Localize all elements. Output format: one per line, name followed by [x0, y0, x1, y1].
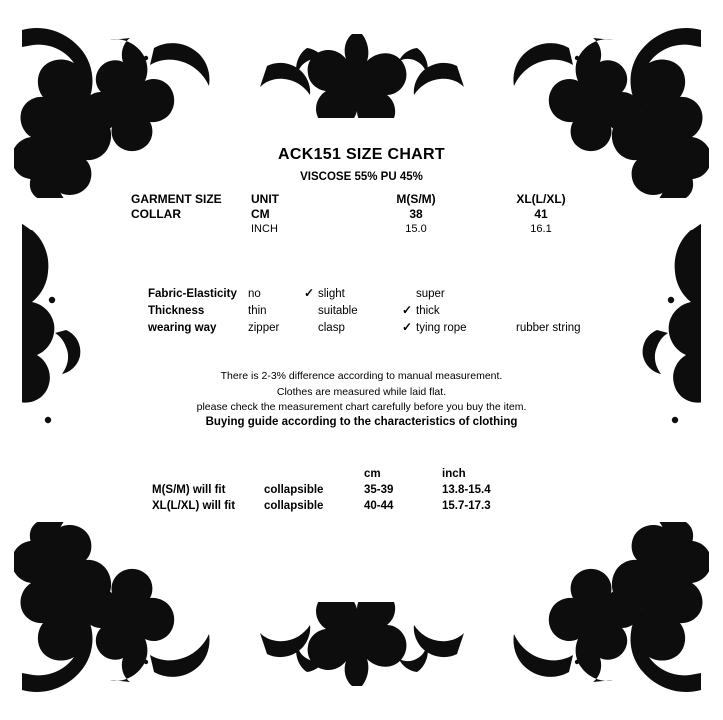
option-clasp[interactable]: clasp [318, 322, 345, 334]
check-icon: ✓ [304, 286, 315, 300]
table-row [152, 482, 552, 498]
characteristic-row-wearing-way [148, 320, 581, 337]
note-line: Clothes are measured while laid flat. [276, 385, 447, 398]
note-line: There is 2-3% difference according to manual measurement. [220, 370, 503, 382]
row-label-empty [131, 222, 251, 237]
option-no[interactable]: no [248, 288, 261, 300]
fit-header-inch: inch [442, 468, 466, 480]
header-size-m: M(S/M) [396, 192, 436, 206]
option-zipper[interactable]: zipper [248, 322, 280, 334]
characteristic-row-thickness [148, 303, 578, 320]
option-super[interactable]: super [416, 288, 445, 300]
option-slight[interactable]: slight [318, 288, 345, 300]
option-rubber-string[interactable]: rubber string [516, 322, 581, 334]
fit-size-m: M(S/M) will fit [152, 484, 226, 496]
option-suitable[interactable]: suitable [318, 305, 358, 317]
fit-type-m: collapsible [264, 484, 324, 496]
fit-cm-m: 35-39 [364, 484, 394, 496]
fit-size-xl: XL(L/XL) will fit [152, 500, 236, 512]
fit-guide-table [152, 466, 552, 514]
table-row [152, 498, 552, 514]
row-unit-inch: INCH [251, 223, 278, 235]
characteristic-label: Fabric-Elasticity [148, 288, 237, 300]
fit-inch-m: 13.8-15.4 [442, 484, 491, 496]
option-thin[interactable]: thin [248, 305, 267, 317]
measurement-notes [0, 369, 723, 416]
fit-cm-xl: 40-44 [364, 500, 394, 512]
table-row [131, 222, 591, 237]
fit-header-cm: cm [364, 468, 381, 480]
characteristics-block [148, 286, 581, 337]
fit-inch-xl: 15.7-17.3 [442, 500, 491, 512]
check-icon: ✓ [402, 320, 413, 334]
fit-type-xl: collapsible [264, 500, 324, 512]
fit-table-header-row [152, 466, 552, 482]
check-icon: ✓ [402, 303, 413, 317]
header-unit: UNIT [251, 192, 279, 206]
header-size-xl: XL(L/XL) [516, 192, 566, 206]
buying-guide-heading: Buying guide according to the characteristics of clothing [205, 416, 518, 428]
collar-inch-xl: 16.1 [530, 223, 552, 235]
characteristic-row-fabric-elasticity [148, 286, 578, 303]
collar-cm-xl: 41 [534, 207, 548, 221]
header-garment-size: GARMENT SIZE [131, 192, 222, 206]
row-label-collar: COLLAR [131, 207, 181, 221]
table-header-row [131, 192, 591, 207]
collar-inch-m: 15.0 [405, 223, 427, 235]
characteristic-label: Thickness [148, 305, 205, 317]
note-line: please check the measurement chart carefully before you buy the item. [196, 401, 527, 413]
fit-header-size [152, 466, 264, 482]
option-thick[interactable]: thick [416, 305, 440, 317]
characteristic-label: wearing way [148, 322, 217, 334]
collar-cm-m: 38 [409, 207, 423, 221]
row-unit-cm: CM [251, 207, 270, 221]
size-measurement-table [131, 192, 591, 237]
page-title: ACK151 SIZE CHART [278, 146, 445, 163]
option-tying-rope[interactable]: tying rope [416, 322, 467, 334]
fit-header-type [264, 466, 364, 482]
fabric-composition: VISCOSE 55% PU 45% [300, 171, 423, 183]
table-row [131, 207, 591, 222]
